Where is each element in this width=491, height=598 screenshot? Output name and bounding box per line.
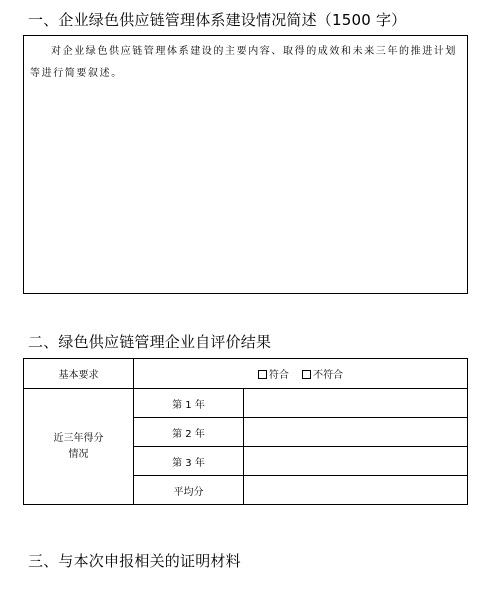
option-not-conform[interactable] (302, 370, 343, 381)
year-3-score-cell[interactable] (244, 447, 468, 476)
not-conform-label: 不符合 (313, 370, 344, 381)
conformity-options (134, 359, 468, 389)
year-2-label: 第 2 年 (134, 418, 244, 447)
year-2-score-cell[interactable] (244, 418, 468, 447)
year-3-label: 第 3 年 (134, 447, 244, 476)
conform-label: 符合 (268, 370, 289, 381)
score-group-label (24, 389, 134, 505)
year-1-label: 第 1 年 (134, 389, 244, 418)
score-group-label-line2: 情况 (68, 448, 89, 460)
year-1-score-cell[interactable] (244, 389, 468, 418)
self-evaluation-table (23, 358, 468, 505)
score-group-label-line1: 近三年得分 (53, 432, 104, 444)
average-label: 平均分 (134, 476, 244, 505)
average-score-cell[interactable] (244, 476, 468, 505)
section1-title: 一、企业绿色供应链管理体系建设情况简述（1500 字） (28, 11, 407, 29)
table-row-requirement (24, 359, 468, 389)
summary-instruction: 对企业绿色供应链管理体系建设的主要内容、取得的成效和未来三年的推进计划等进行简要叙述。 (30, 46, 457, 79)
option-conform[interactable] (258, 370, 289, 381)
section3-title: 三、与本次申报相关的证明材料 (28, 552, 241, 570)
checkbox-not-conform-icon[interactable] (302, 370, 311, 379)
basic-requirement-label: 基本要求 (24, 359, 134, 389)
summary-text-box[interactable] (23, 35, 468, 294)
section2-title: 二、绿色供应链管理企业自评价结果 (28, 333, 272, 351)
table-row (24, 389, 468, 418)
checkbox-conform-icon[interactable] (258, 370, 267, 379)
